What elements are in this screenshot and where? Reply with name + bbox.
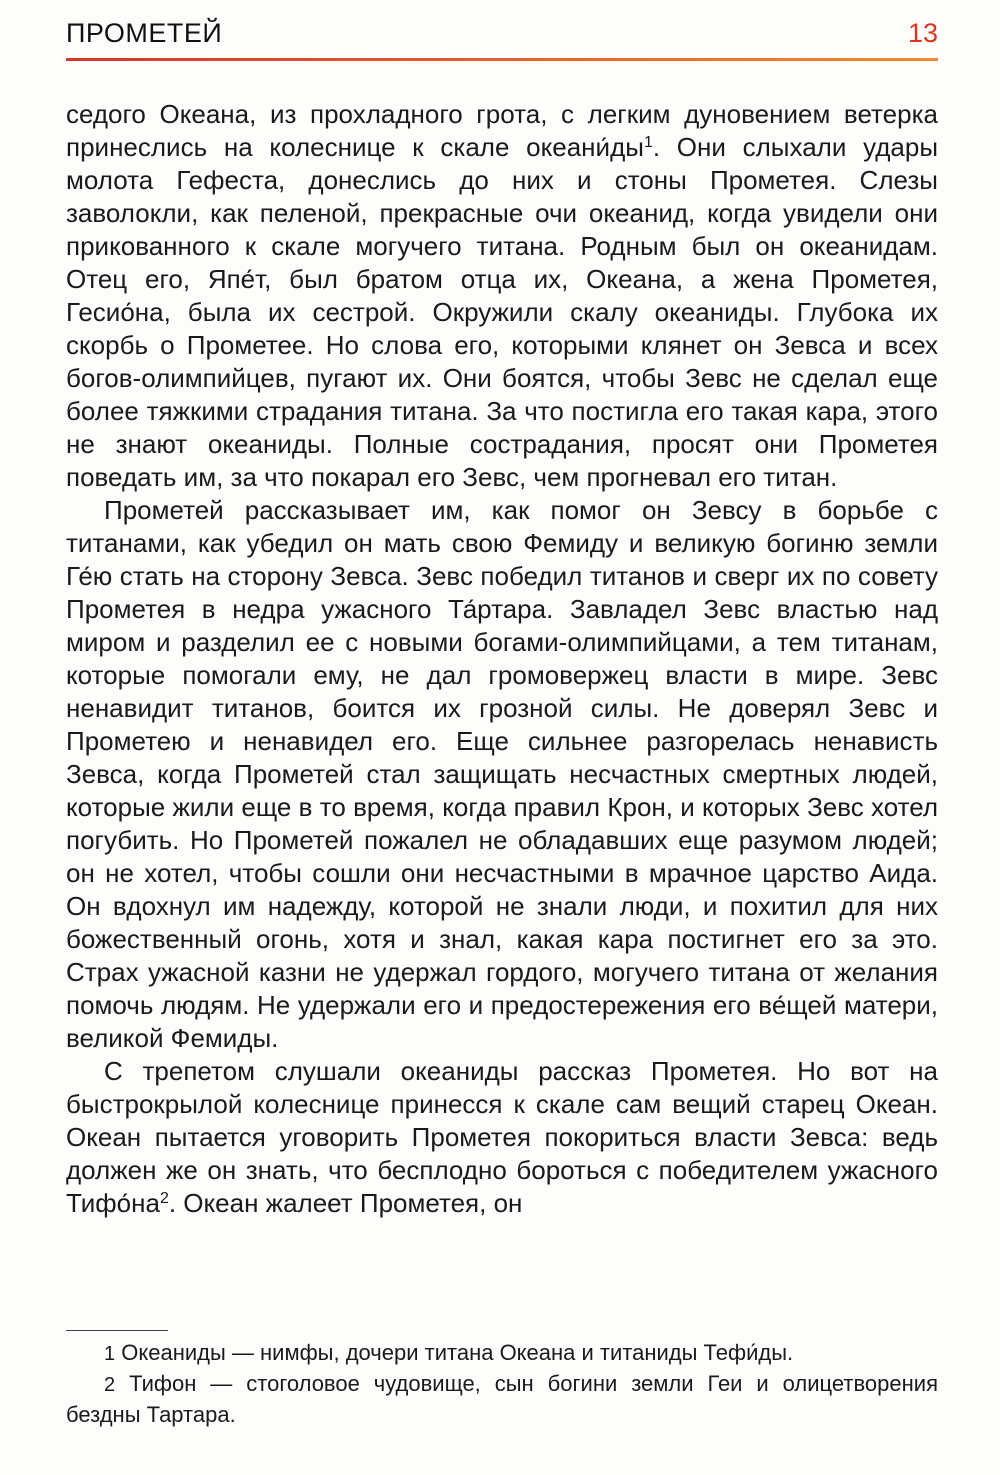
paragraph-1-text-b: . Они слыхали удары молота Гефеста, донеслись до них и стоны Прометея. Слезы заволокли, как пеленой, прекрасные очи океанид, когда увидели они прикованного к скале могучего титана. Родным был он океанидам. Отец его, Япе́т, был братом отца их, Океана, а жена Прометея, Гесио́на, была их сестрой. Окружили скалу океаниды. Глубока их скорбь о Прометее. Но слова его, которыми клянет он Зевса и всех богов-олимпийцев, пугают их. Они боятся, чтобы Зевс не сделал еще более тяжкими страдания титана. За что постигла его такая кара, этого не знают океаниды. Полные сострадания, просят они Прометея поведать им, за что покарал его Зевс, чем прогневал его титан. (66, 132, 939, 492)
page-number: 13 (907, 18, 938, 48)
paragraph-3-text-a: С трепетом слушали океаниды рассказ Прометея. Но вот на быстрокрылой колеснице принесся к скале сам вещий старец Океан. Океан пытается уговорить Прометея покориться власти Зевса: ведь должен же он знать, что бесплодно бороться с победителем ужасного Тифо́на (66, 1056, 938, 1218)
footnote-2-text: Тифон — стоголовое чудовище, сын богини земли Геи и олицетворения бездны Тартара. (66, 1371, 938, 1427)
footnote-ref-1[interactable]: 1 (643, 134, 653, 151)
footnote-1-mark: 1 (104, 1343, 116, 1365)
header-divider (66, 58, 938, 61)
paragraph-1-text-a: седого Океана, из прохладного грота, с легким дуновением ветерка принеслись на колеснице к скале океани́ды (66, 99, 938, 162)
footnote-1 (66, 1338, 938, 1369)
paragraph-3-text-b: . Океан жалеет Прометея, он (168, 1188, 523, 1218)
running-header (66, 18, 938, 58)
footnote-2 (66, 1369, 938, 1430)
paragraph-1 (66, 98, 938, 494)
footnote-2-mark: 2 (104, 1374, 116, 1396)
footnote-divider (66, 1330, 168, 1331)
paragraph-2-text: Прометей рассказывает им, как помог он Зевсу в борьбе с титанами, как убедил он мать свою Фемиду и великую богиню земли Ге́ю стать на сторону Зевса. Зевс победил титанов и сверг их по совету Прометея в недра ужасного Та́ртара. Завладел Зевс властью над миром и разделил ее с новыми богами-олимпийцами, а тем титанам, которые помогали ему, не дал громовержец власти в мире. Зевс ненавидит титанов, боится их грозной силы. Не доверял Зевс и Прометею и ненавидел его. Еще сильнее разгорелась ненависть Зевса, когда Прометей стал защищать несчастных смертных людей, которые жили еще в то время, когда правил Крон, и которых Зевс хотел погубить. Но Прометей пожалел не обладавших еще разумом людей; он не хотел, чтобы сошли они несчастными в мрачное царство Аида. Он вдохнул им надежду, которой не знали люди, и похитил для них божественный огонь, хотя и знал, какая кара постигнет его за это. Страх ужасной казни не удержал гордого, могучего титана от желания помочь людям. Не удержали его и предостережения его ве́щей матери, великой Фемиды. (66, 495, 938, 1053)
footnote-1-text: Океаниды — нимфы, дочери титана Океана и титаниды Тефи́ды. (121, 1340, 794, 1365)
footnote-ref-2[interactable]: 2 (159, 1190, 169, 1207)
paragraph-3 (66, 1055, 938, 1220)
main-text (66, 98, 938, 1220)
paragraph-2 (66, 494, 938, 1055)
page-title: ПРОМЕТЕЙ (66, 18, 223, 48)
footnotes (66, 1338, 938, 1430)
